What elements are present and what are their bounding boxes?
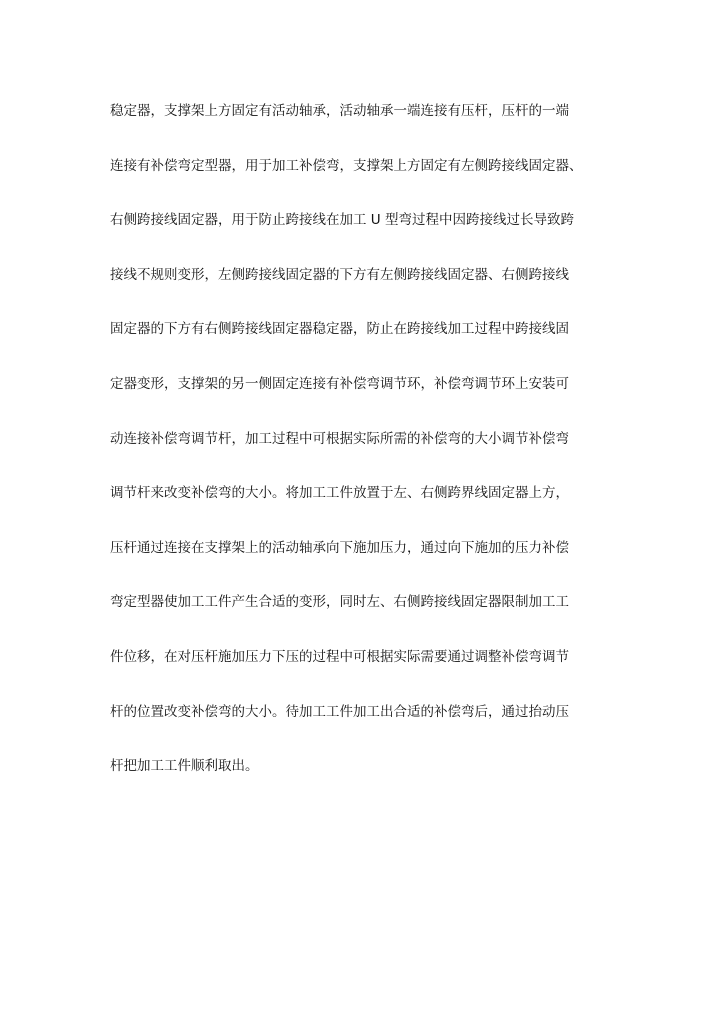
text-line-1: 稳定器，支撑架上方固定有活动轴承，活动轴承一端连接有压杆，压杆的一端: [110, 103, 569, 119]
text-line-13: 杆把加工工件顺利取出。: [110, 758, 259, 775]
text-line-10: 弯定型器使加工工件产生合适的变形，同时左、右侧跨接线固定器限制加工工: [110, 594, 569, 611]
text-line-12: 杆的位置改变补偿弯的大小。待加工工件加工出合适的补偿弯后，通过抬动压: [110, 703, 569, 720]
text-line-4: 接线不规则变形，左侧跨接线固定器的下方有左侧跨接线固定器、右侧跨接线: [110, 266, 569, 283]
text-line-5: 固定器的下方有右侧跨接线固定器稳定器，防止在跨接线加工过程中跨接线固: [110, 321, 569, 338]
text-line-3: 右侧跨接线固定器，用于防止跨接线在加工 U 型弯过程中因跨接线过长导致跨: [110, 212, 574, 229]
text-line-11: 件位移，在对压杆施加压力下压的过程中可根据实际需要通过调整补偿弯调节: [110, 648, 569, 665]
text-line-2: 连接有补偿弯定型器，用于加工补偿弯，支撑架上方固定有左侧跨接线固定器、: [110, 157, 583, 174]
text-line-7: 动连接补偿弯调节杆，加工过程中可根据实际所需的补偿弯的大小调节补偿弯: [110, 430, 569, 447]
text-line-8: 调节杆来改变补偿弯的大小。将加工工件放置于左、右侧跨界线固定器上方，: [110, 485, 569, 502]
paragraph: [110, 103, 610, 813]
text-line-6: 定器变形，支撑架的另一侧固定连接有补偿弯调节环，补偿弯调节环上安装可: [110, 375, 569, 392]
text-line-9: 压杆通过连接在支撑架上的活动轴承向下施加压力，通过向下施加的压力补偿: [110, 539, 569, 556]
